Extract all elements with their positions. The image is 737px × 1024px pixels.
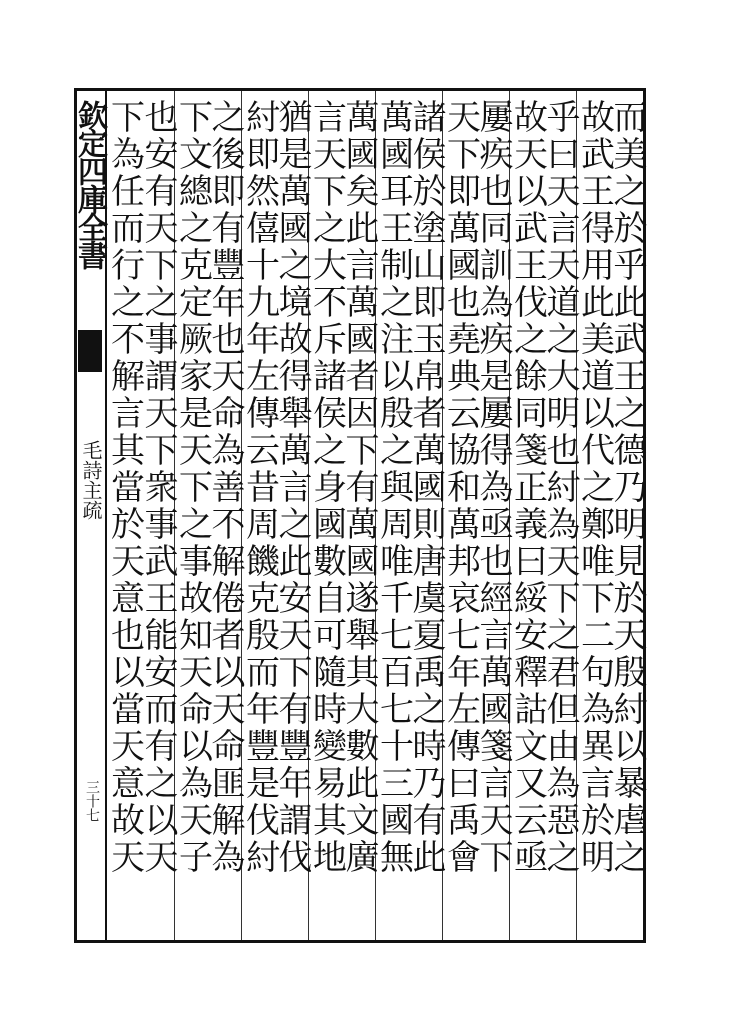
text-column — [205, 91, 245, 940]
column-text: 猶是萬國之境故得舉萬言之此安天下有豐年謂伐 — [272, 99, 312, 876]
column-text: 故武王得用此美道以代之鄭唯下二句為異言於明 — [574, 99, 615, 876]
text-column — [306, 91, 347, 940]
text-column — [607, 91, 647, 940]
column-text: 下文總之克定厥家是天下之事故知天命以為天子 — [172, 99, 213, 876]
column-text: 屢疾也同訓為疾是屢得為亟也經言萬國箋言天下 — [473, 99, 513, 876]
text-column — [540, 91, 580, 940]
text-column — [507, 91, 548, 940]
text-column — [239, 91, 280, 940]
gutter-section-title: 毛詩主疏 — [79, 440, 103, 520]
text-column — [172, 91, 213, 940]
text-column — [104, 91, 145, 940]
column-text: 紂即然僖十九年左傳云昔周饑克殷而年豐是伐紂 — [239, 99, 280, 876]
gutter-page-number: 三十七 — [84, 780, 100, 822]
gutter-fishtail-mark — [78, 330, 102, 372]
column-text: 而美之於乎此武王之德乃明見於天殷紂以暴虐之 — [607, 99, 647, 876]
text-column — [138, 91, 178, 940]
column-text: 萬國矣此言萬國者因下有萬國遂舉其大數此文廣 — [339, 99, 379, 876]
text-column — [440, 91, 481, 940]
column-text: 乎曰天言天道之大明也紂為天下之君但由為惡之 — [540, 99, 580, 876]
text-column — [272, 91, 312, 940]
text-column — [473, 91, 513, 940]
column-text: 下為任而行之不解言其當於天意也以當天意故天 — [104, 99, 145, 876]
column-text: 天下即萬國也堯典云協和萬邦哀七年左傳曰禹會 — [440, 99, 481, 876]
text-column — [373, 91, 414, 940]
text-column — [406, 91, 446, 940]
column-text: 言天下之大不斥諸侯之身國數自可隨時變易其地 — [306, 99, 347, 876]
column-text: 也安有天下之事謂天下衆事武王能安而有之以天 — [138, 99, 178, 876]
text-column — [574, 91, 615, 940]
column-text: 萬國耳王制之注以殷之與周唯千七百七十三國無 — [373, 99, 414, 876]
column-text: 諸侯於塗山即玉帛者萬國則唐虞夏禹之時乃有此 — [406, 99, 446, 876]
column-text: 故天以武王伐之餘同箋正義曰綏安釋詁文又云亟 — [507, 99, 548, 876]
gutter-title: 欽定四庫全書 — [72, 100, 107, 268]
text-area — [104, 91, 647, 940]
column-text: 之後即有豐年也天命為善不解倦者以天命匪解為 — [205, 99, 245, 876]
